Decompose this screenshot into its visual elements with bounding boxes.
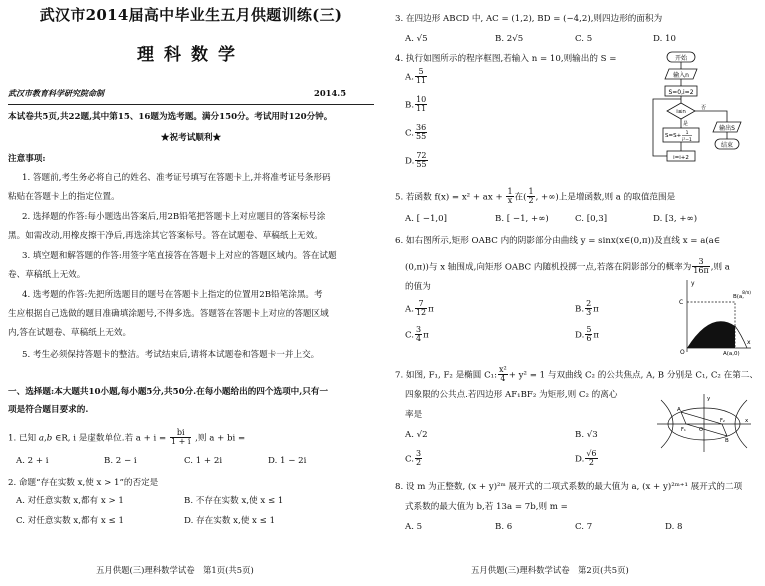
q6-a-label: A. — [405, 304, 414, 315]
question-3: 3. 在四边形 ABCD 中, AC = (1,2), BD = (−4,2),则四边形的面积为 — [395, 14, 663, 24]
q4-a-label: A. — [405, 72, 414, 83]
flowchart-diagram — [645, 50, 757, 178]
q1-option-d[interactable]: D. 1 − 2i — [268, 456, 307, 466]
q7-d-label: D. — [575, 454, 585, 465]
q6-d-den: 6 — [586, 334, 592, 344]
note-5-line-1: 5. 考生必须保持答题卡的整洁。考试结束后,请将本试题卷和答题卡一并上交。 — [22, 350, 320, 360]
q6-line2-tail: ,则 a — [710, 262, 730, 273]
flow-init-label: S=0,i=2 — [668, 89, 694, 96]
q4-option-b[interactable] — [405, 96, 428, 114]
q7-c-num: 3 — [416, 449, 422, 458]
q7-option-d[interactable] — [575, 450, 599, 468]
flow-input-label: 输入n — [673, 72, 689, 79]
q4-d-den: 55 — [416, 160, 427, 170]
q6-d-label: D. — [575, 330, 585, 341]
q1-text-d: b — [46, 433, 53, 444]
subject-title: 理科数学 — [137, 45, 245, 65]
flow-yes-label: 是 — [683, 121, 689, 127]
q4-d-label: D. — [405, 156, 415, 167]
question-2: 2. 命题“存在实数 x,使 x > 1”的否定是 — [8, 478, 159, 488]
q5-frac2-num: 1 — [528, 187, 534, 196]
q7-option-c[interactable] — [405, 450, 423, 468]
q6-d-pi: π — [593, 330, 600, 341]
q7-focus-1: F₁ — [681, 427, 686, 433]
q4-d-num: 72 — [416, 151, 427, 160]
q6-point-b-num: 8/π) — [742, 291, 751, 296]
q2-option-a[interactable]: A. 对任意实数 x,都有 x > 1 — [16, 496, 124, 506]
q8-line2: 式系数的最大值为 b,若 13a = 7b,则 m = — [405, 502, 568, 512]
section-heading-line1: 一、选择题:本大题共10小题,每小题5分,共50分.在每小题给出的四个选项中,只有一 — [8, 387, 329, 397]
section-heading-line2: 项是符合题目要求的. — [8, 405, 89, 415]
q5-text-b: 在( — [514, 192, 527, 203]
q6-point-c: C — [679, 299, 684, 306]
q5-frac2-den: 2 — [528, 196, 534, 206]
q6-origin: O — [680, 349, 685, 356]
q2-option-b[interactable]: B. 不存在实数 x,使 x ≤ 1 — [184, 496, 284, 506]
q5-option-b[interactable]: B. [ −1, +∞) — [495, 214, 549, 224]
q6-option-c[interactable] — [405, 326, 429, 344]
q7-frac-den: 4 — [500, 374, 506, 384]
q6-line2 — [405, 258, 730, 276]
q1-text-f: ,则 a + bi = — [195, 433, 246, 444]
q5-frac-num: 1 — [507, 187, 513, 196]
flow-end-label: 结束 — [720, 142, 734, 149]
q5-option-c[interactable]: C. [0,3] — [575, 214, 608, 224]
q6-axis-y: y — [691, 280, 695, 287]
q1-option-c[interactable]: C. 1 + 2i — [184, 456, 223, 466]
q6-c-den: 4 — [416, 334, 422, 344]
publisher: 武汉市教育科学研究院命制 — [8, 88, 104, 98]
q6-prob-den: 16π — [693, 266, 709, 276]
q4-b-den: 11 — [416, 104, 427, 114]
q4-option-d[interactable] — [405, 152, 429, 170]
q6-line3: 的值为 — [405, 282, 431, 292]
q3-option-a[interactable]: A. √5 — [405, 34, 428, 44]
q7-option-a[interactable]: A. √2 — [405, 430, 428, 440]
q7-origin: O — [699, 427, 703, 433]
q6-a-pi: π — [428, 304, 434, 315]
note-3-line-1: 3. 填空题和解答题的作答:用签字笔直接答在答题卡上对应的答题区域内。答在试题 — [22, 251, 337, 261]
question-1 — [8, 429, 245, 447]
q8-option-b[interactable]: B. 6 — [495, 522, 513, 532]
q7-ellipse-hyperbola-graph — [655, 392, 753, 454]
q4-a-num: 5 — [415, 68, 427, 77]
q3-option-d[interactable]: D. 10 — [653, 34, 676, 44]
flow-condition-label: i≤n — [676, 109, 686, 115]
q5-text-c: , +∞)上是增函数,则 a 的取值范围是 — [535, 192, 676, 203]
q6-d-num: 5 — [586, 325, 592, 334]
q7-d-num: √6 — [586, 449, 597, 458]
q8-option-d[interactable]: D. 8 — [665, 522, 683, 532]
q1-text-b: a — [38, 433, 44, 444]
q7-option-b[interactable]: B. √3 — [575, 430, 598, 440]
exam-date: 2014.5 — [314, 88, 347, 98]
q7-line1-b: + y² = 1 与双曲线 C₂ 的公共焦点, A, B 分别是 C₁, C₂ 在第二、 — [508, 370, 758, 381]
note-4-line-2: 生应根据自己选做的题目准确填涂题号,不得多选。答题答在答题卡上对应的答题区域 — [8, 309, 329, 319]
q5-text-a: 5. 若函数 f(x) = x² + ax + — [395, 192, 503, 203]
flow-start-label: 开始 — [674, 55, 688, 62]
q7-c-den: 2 — [416, 458, 422, 468]
q1-frac-den: 1 + i — [170, 437, 191, 447]
q7-focus-2: F₂ — [720, 418, 725, 424]
q7-line1-a: 7. 如图, F₁, F₂ 是椭圆 C₁: — [395, 370, 498, 381]
q7-line1 — [395, 366, 758, 384]
q2-option-d[interactable]: D. 存在实数 x,使 x ≤ 1 — [184, 516, 276, 526]
q7-frac-num: x² — [499, 365, 507, 374]
flow-body-den: i²−1 — [682, 138, 692, 143]
q7-point-b: B — [725, 438, 729, 444]
q6-option-b[interactable] — [575, 300, 599, 318]
note-2-line-2: 黑。如需改动,用橡皮擦干净后,再选涂其它答案标号。答在试题卷、草稿纸上无效。 — [8, 231, 323, 241]
q7-c-label: C. — [405, 454, 415, 465]
q6-c-pi: π — [423, 330, 429, 341]
flow-body-num: 1 — [685, 131, 689, 136]
question-4: 4. 执行如图所示的程序框图,若输入 n = 10,则输出的 S = — [395, 54, 617, 64]
note-1-line-1: 1. 答题前,考生务必将自己的姓名、准考证号填写在答题卡上,并将准考证号条形码 — [22, 173, 331, 183]
q6-option-d[interactable] — [575, 326, 599, 344]
flow-no-label: 否 — [701, 105, 707, 111]
q6-line2-text: (0,π))与 x 轴围成,向矩形 OABC 内随机投掷一点,若落在阴影部分的概率为 — [405, 262, 692, 273]
q6-b-label: B. — [575, 304, 585, 315]
exam-title: 武汉市2014届高中毕业生五月供题训练(三) — [39, 6, 343, 24]
q1-text-e: ∈R, i 是虚数单位.若 a + i = — [54, 433, 167, 444]
note-3-line-2: 卷、草稿纸上无效。 — [8, 270, 86, 280]
q4-c-den: 55 — [416, 132, 427, 142]
q1-text-c: , — [43, 433, 47, 444]
intro: 本试卷共5页,共22题,其中第15、16题为选考题。满分150分。考试用时120分钟。 — [8, 112, 333, 122]
flow-output-label: 输出S — [719, 125, 735, 132]
q3-option-c[interactable]: C. 5 — [575, 34, 593, 44]
header-rule — [8, 104, 374, 105]
q6-point-b: B(a, — [733, 294, 745, 300]
q5-option-d[interactable]: D. [3, +∞) — [653, 214, 698, 224]
q1-option-a[interactable]: A. 2 + i — [16, 456, 49, 466]
q6-point-a: A(a,0) — [723, 351, 740, 356]
q5-option-a[interactable]: A. [ −1,0] — [405, 214, 447, 224]
page-2 — [383, 0, 765, 586]
page-footer: 五月供题(三)理科数学试卷 第1页(共5页) — [96, 565, 254, 575]
q1-option-b[interactable]: B. 2 − i — [104, 456, 137, 466]
q7-point-a: A — [677, 407, 681, 413]
flow-increment-label: i=i+2 — [673, 155, 689, 161]
q8-line1: 8. 设 m 为正整数, (x + y)²ᵐ 展开式的二项式系数的最大值为 a, (x + y)²ᵐ⁺¹ 展开式的二项 — [395, 482, 743, 492]
q6-a-den: 12 — [415, 308, 427, 318]
q6-option-a[interactable] — [405, 300, 434, 318]
note-4-line-1: 4. 选考题的作答:先把所选题目的题号在答题卡上指定的位置用2B铅笔涂黑。考 — [22, 290, 323, 300]
q6-axis-x: x — [747, 339, 751, 346]
note-2-line-1: 2. 选择题的作答:每小题选出答案后,用2B铅笔把答题卡上对应题目的答案标号涂 — [22, 212, 326, 222]
q1-text-a: 1. 已知 — [8, 433, 37, 444]
q6-prob-num: 3 — [692, 258, 709, 267]
q8-option-a[interactable]: A. 5 — [405, 522, 423, 532]
q7-axis-x: x — [745, 418, 749, 424]
q4-b-num: 10 — [416, 95, 427, 104]
q4-option-c[interactable] — [405, 124, 428, 142]
note-1-line-2: 粘贴在答题卡上的指定位置。 — [8, 192, 120, 202]
q4-c-label: C. — [405, 128, 415, 139]
q5-frac-den: x — [507, 196, 513, 206]
q6-shaded-region — [687, 321, 735, 348]
q4-a-den: 11 — [415, 76, 427, 86]
q6-line1: 6. 如右图所示,矩形 OABC 内的阴影部分由曲线 y = sinx(x∈(0,π))及直线 x = a(a∈ — [395, 236, 721, 246]
q7-axis-y: y — [707, 396, 711, 402]
q1-fraction — [170, 429, 191, 447]
q6-sine-graph — [673, 276, 753, 356]
q1-frac-num: bi — [170, 429, 191, 438]
q7-line3: 率是 — [405, 410, 423, 420]
q4-c-num: 36 — [416, 123, 427, 132]
page-footer-2: 五月供题(三)理科数学试卷 第2页(共5页) — [471, 565, 629, 575]
q6-b-num: 2 — [586, 299, 592, 308]
q4-option-a[interactable] — [405, 68, 428, 86]
flow-body-label: S=S+ — [665, 133, 682, 139]
q3-option-b[interactable]: B. 2√5 — [495, 34, 524, 44]
notes-heading: 注意事项: — [8, 154, 46, 164]
q4-b-label: B. — [405, 100, 415, 111]
q6-b-den: 3 — [586, 308, 592, 318]
q7-line2: 四象限的公共点.若四边形 AF₁BF₂ 为矩形,则 C₂ 的离心 — [405, 390, 618, 400]
q6-c-label: C. — [405, 330, 415, 341]
q8-option-c[interactable]: C. 7 — [575, 522, 593, 532]
motto: ★祝考试顺利★ — [160, 133, 222, 143]
page-1 — [0, 0, 382, 586]
q6-b-pi: π — [593, 304, 599, 315]
q6-a-num: 7 — [415, 300, 427, 309]
q2-option-c[interactable]: C. 对任意实数 x,都有 x ≤ 1 — [16, 516, 124, 526]
question-5 — [395, 188, 675, 206]
q6-c-num: 3 — [416, 325, 422, 334]
q7-d-den: 2 — [588, 458, 594, 468]
note-4-line-3: 内,答在试题卷、草稿纸上无效。 — [8, 328, 132, 338]
